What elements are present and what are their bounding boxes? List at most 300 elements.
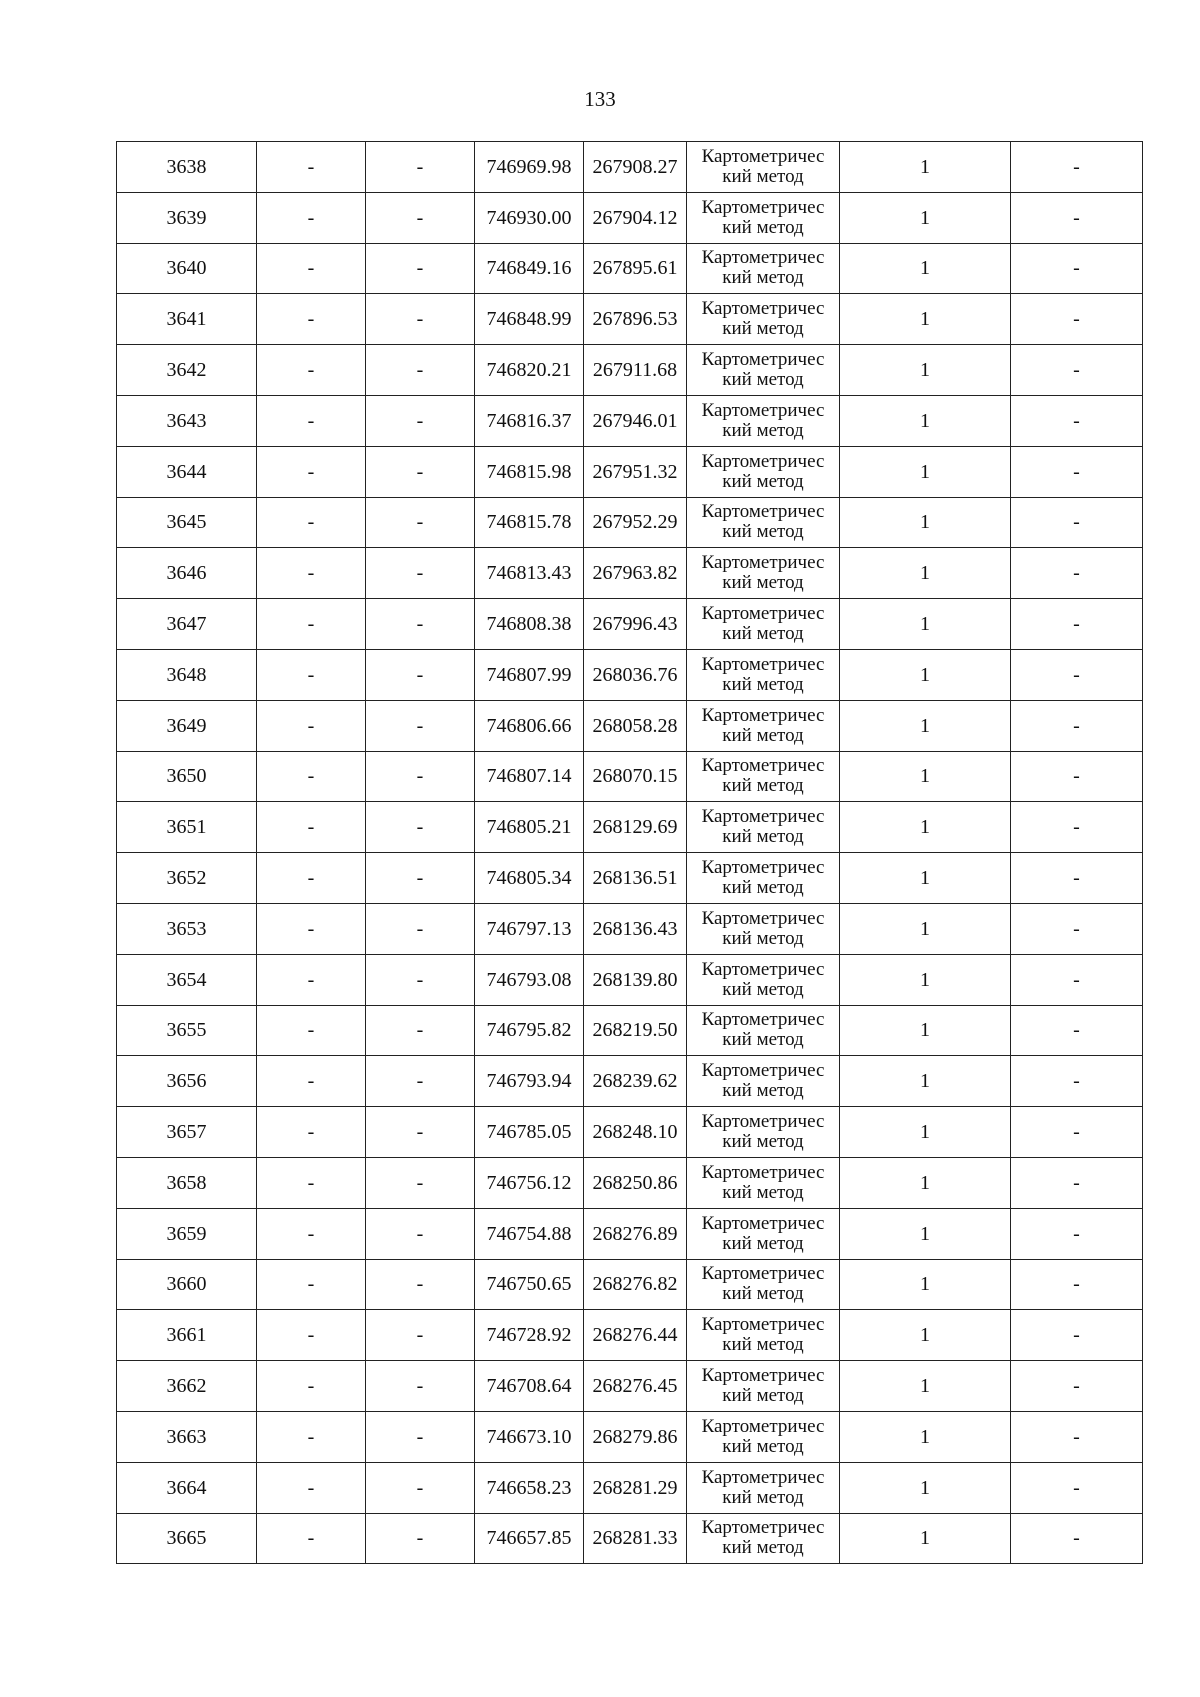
y-coordinate-cell: 268070.15 <box>584 751 687 802</box>
method-cell <box>687 446 840 497</box>
note-cell: - <box>1011 548 1143 599</box>
empty-cell-1: - <box>257 243 366 294</box>
note-cell: - <box>1011 294 1143 345</box>
method-text-line-1: Картометричес <box>701 1111 825 1133</box>
note-cell: - <box>1011 802 1143 853</box>
method-text-line-2: кий метод <box>722 1486 804 1508</box>
empty-cell-1: - <box>257 446 366 497</box>
table-row <box>117 1005 1143 1056</box>
note-cell: - <box>1011 1107 1143 1158</box>
empty-cell-1: - <box>257 700 366 751</box>
method-cell <box>687 1462 840 1513</box>
note-cell: - <box>1011 1157 1143 1208</box>
empty-cell-1: - <box>257 1005 366 1056</box>
y-coordinate-cell: 268129.69 <box>584 802 687 853</box>
method-cell <box>687 954 840 1005</box>
y-coordinate-cell: 268136.43 <box>584 903 687 954</box>
point-number-cell: 3649 <box>117 700 257 751</box>
method-text-line-1: Картометричес <box>701 501 825 523</box>
empty-cell-2: - <box>366 599 475 650</box>
method-cell <box>687 1005 840 1056</box>
empty-cell-1: - <box>257 954 366 1005</box>
precision-cell: 1 <box>840 802 1011 853</box>
empty-cell-1: - <box>257 294 366 345</box>
x-coordinate-cell: 746793.94 <box>475 1056 584 1107</box>
table-row <box>117 1208 1143 1259</box>
point-number-cell: 3653 <box>117 903 257 954</box>
method-cell <box>687 1107 840 1158</box>
empty-cell-2: - <box>366 142 475 193</box>
point-number-cell: 3639 <box>117 192 257 243</box>
empty-cell-1: - <box>257 1208 366 1259</box>
empty-cell-2: - <box>366 1107 475 1158</box>
note-cell: - <box>1011 243 1143 294</box>
precision-cell: 1 <box>840 1259 1011 1310</box>
method-cell <box>687 1157 840 1208</box>
precision-cell: 1 <box>840 243 1011 294</box>
y-coordinate-cell: 268250.86 <box>584 1157 687 1208</box>
method-text-line-2: кий метод <box>722 267 804 289</box>
empty-cell-1: - <box>257 1411 366 1462</box>
method-text-line-1: Картометричес <box>701 1060 825 1082</box>
method-text-line-1: Картометричес <box>701 1009 825 1031</box>
x-coordinate-cell: 746848.99 <box>475 294 584 345</box>
method-text-line-1: Картометричес <box>701 450 825 472</box>
table-row <box>117 1310 1143 1361</box>
method-cell <box>687 1259 840 1310</box>
precision-cell: 1 <box>840 1157 1011 1208</box>
point-number-cell: 3657 <box>117 1107 257 1158</box>
table-row <box>117 192 1143 243</box>
point-number-cell: 3664 <box>117 1462 257 1513</box>
precision-cell: 1 <box>840 1411 1011 1462</box>
precision-cell: 1 <box>840 1056 1011 1107</box>
empty-cell-1: - <box>257 903 366 954</box>
x-coordinate-cell: 746815.78 <box>475 497 584 548</box>
table-row <box>117 853 1143 904</box>
x-coordinate-cell: 746793.08 <box>475 954 584 1005</box>
point-number-cell: 3656 <box>117 1056 257 1107</box>
x-coordinate-cell: 746813.43 <box>475 548 584 599</box>
empty-cell-2: - <box>366 395 475 446</box>
point-number-cell: 3643 <box>117 395 257 446</box>
y-coordinate-cell: 268248.10 <box>584 1107 687 1158</box>
note-cell: - <box>1011 649 1143 700</box>
note-cell: - <box>1011 1310 1143 1361</box>
note-cell: - <box>1011 1462 1143 1513</box>
empty-cell-1: - <box>257 192 366 243</box>
empty-cell-1: - <box>257 1157 366 1208</box>
method-cell <box>687 142 840 193</box>
table-row <box>117 497 1143 548</box>
method-text-line-1: Картометричес <box>701 653 825 675</box>
method-cell <box>687 751 840 802</box>
method-text-line-2: кий метод <box>722 1537 804 1559</box>
method-text-line-2: кий метод <box>722 165 804 187</box>
y-coordinate-cell: 268276.45 <box>584 1361 687 1412</box>
method-text-line-1: Картометричес <box>701 958 825 980</box>
y-coordinate-cell: 268136.51 <box>584 853 687 904</box>
precision-cell: 1 <box>840 1361 1011 1412</box>
empty-cell-2: - <box>366 649 475 700</box>
note-cell: - <box>1011 700 1143 751</box>
point-number-cell: 3655 <box>117 1005 257 1056</box>
method-text-line-2: кий метод <box>722 572 804 594</box>
empty-cell-2: - <box>366 1208 475 1259</box>
method-text-line-2: кий метод <box>722 1029 804 1051</box>
table-row <box>117 1513 1143 1564</box>
empty-cell-2: - <box>366 548 475 599</box>
method-text-line-2: кий метод <box>722 470 804 492</box>
x-coordinate-cell: 746969.98 <box>475 142 584 193</box>
note-cell: - <box>1011 954 1143 1005</box>
note-cell: - <box>1011 142 1143 193</box>
y-coordinate-cell: 267952.29 <box>584 497 687 548</box>
note-cell: - <box>1011 1005 1143 1056</box>
method-text-line-2: кий метод <box>722 826 804 848</box>
method-text-line-2: кий метод <box>722 419 804 441</box>
empty-cell-2: - <box>366 1411 475 1462</box>
method-cell <box>687 1411 840 1462</box>
x-coordinate-cell: 746849.16 <box>475 243 584 294</box>
note-cell: - <box>1011 1513 1143 1564</box>
point-number-cell: 3650 <box>117 751 257 802</box>
table-row <box>117 954 1143 1005</box>
method-cell <box>687 497 840 548</box>
method-text-line-1: Картометричес <box>701 1466 825 1488</box>
x-coordinate-cell: 746815.98 <box>475 446 584 497</box>
y-coordinate-cell: 267908.27 <box>584 142 687 193</box>
precision-cell: 1 <box>840 1107 1011 1158</box>
method-text-line-2: кий метод <box>722 673 804 695</box>
x-coordinate-cell: 746657.85 <box>475 1513 584 1564</box>
coordinates-table <box>116 141 1143 1564</box>
method-text-line-1: Картометричес <box>701 552 825 574</box>
method-cell <box>687 548 840 599</box>
empty-cell-1: - <box>257 1056 366 1107</box>
point-number-cell: 3659 <box>117 1208 257 1259</box>
table-row <box>117 599 1143 650</box>
empty-cell-1: - <box>257 802 366 853</box>
x-coordinate-cell: 746785.05 <box>475 1107 584 1158</box>
method-text-line-1: Картометричес <box>701 806 825 828</box>
method-text-line-1: Картометричес <box>701 145 825 167</box>
y-coordinate-cell: 268219.50 <box>584 1005 687 1056</box>
table-row <box>117 751 1143 802</box>
method-text-line-2: кий метод <box>722 1181 804 1203</box>
table-row <box>117 1361 1143 1412</box>
method-cell <box>687 294 840 345</box>
method-text-line-1: Картометричес <box>701 1314 825 1336</box>
empty-cell-1: - <box>257 497 366 548</box>
method-cell <box>687 1056 840 1107</box>
y-coordinate-cell: 267951.32 <box>584 446 687 497</box>
note-cell: - <box>1011 1056 1143 1107</box>
y-coordinate-cell: 267895.61 <box>584 243 687 294</box>
empty-cell-2: - <box>366 802 475 853</box>
empty-cell-1: - <box>257 395 366 446</box>
method-text-line-1: Картометричес <box>701 1263 825 1285</box>
x-coordinate-cell: 746750.65 <box>475 1259 584 1310</box>
method-text-line-2: кий метод <box>722 927 804 949</box>
x-coordinate-cell: 746708.64 <box>475 1361 584 1412</box>
method-cell <box>687 700 840 751</box>
precision-cell: 1 <box>840 1208 1011 1259</box>
y-coordinate-cell: 268276.82 <box>584 1259 687 1310</box>
empty-cell-2: - <box>366 345 475 396</box>
point-number-cell: 3641 <box>117 294 257 345</box>
table-row <box>117 548 1143 599</box>
point-number-cell: 3651 <box>117 802 257 853</box>
empty-cell-2: - <box>366 751 475 802</box>
table-row <box>117 142 1143 193</box>
empty-cell-1: - <box>257 599 366 650</box>
method-text-line-1: Картометричес <box>701 298 825 320</box>
note-cell: - <box>1011 395 1143 446</box>
precision-cell: 1 <box>840 649 1011 700</box>
method-text-line-2: кий метод <box>722 1131 804 1153</box>
y-coordinate-cell: 267963.82 <box>584 548 687 599</box>
table-row <box>117 1056 1143 1107</box>
method-cell <box>687 1513 840 1564</box>
method-cell <box>687 395 840 446</box>
x-coordinate-cell: 746728.92 <box>475 1310 584 1361</box>
precision-cell: 1 <box>840 1310 1011 1361</box>
table-row <box>117 700 1143 751</box>
method-cell <box>687 649 840 700</box>
x-coordinate-cell: 746806.66 <box>475 700 584 751</box>
method-text-line-1: Картометричес <box>701 349 825 371</box>
precision-cell: 1 <box>840 548 1011 599</box>
y-coordinate-cell: 267996.43 <box>584 599 687 650</box>
precision-cell: 1 <box>840 1005 1011 1056</box>
precision-cell: 1 <box>840 853 1011 904</box>
x-coordinate-cell: 746795.82 <box>475 1005 584 1056</box>
table-body <box>117 142 1143 1564</box>
empty-cell-2: - <box>366 1361 475 1412</box>
table-row <box>117 649 1143 700</box>
x-coordinate-cell: 746807.99 <box>475 649 584 700</box>
empty-cell-2: - <box>366 446 475 497</box>
x-coordinate-cell: 746820.21 <box>475 345 584 396</box>
note-cell: - <box>1011 192 1143 243</box>
table-row <box>117 243 1143 294</box>
point-number-cell: 3645 <box>117 497 257 548</box>
page-number: 133 <box>584 87 616 111</box>
empty-cell-2: - <box>366 1157 475 1208</box>
precision-cell: 1 <box>840 192 1011 243</box>
precision-cell: 1 <box>840 1513 1011 1564</box>
method-cell <box>687 802 840 853</box>
method-text-line-1: Картометричес <box>701 1161 825 1183</box>
y-coordinate-cell: 268139.80 <box>584 954 687 1005</box>
method-cell <box>687 599 840 650</box>
table-row <box>117 1462 1143 1513</box>
table-row <box>117 1411 1143 1462</box>
y-coordinate-cell: 268239.62 <box>584 1056 687 1107</box>
point-number-cell: 3638 <box>117 142 257 193</box>
empty-cell-2: - <box>366 1462 475 1513</box>
x-coordinate-cell: 746754.88 <box>475 1208 584 1259</box>
precision-cell: 1 <box>840 751 1011 802</box>
empty-cell-1: - <box>257 345 366 396</box>
method-text-line-1: Картометричес <box>701 755 825 777</box>
method-text-line-2: кий метод <box>722 1334 804 1356</box>
method-cell <box>687 243 840 294</box>
empty-cell-2: - <box>366 1310 475 1361</box>
precision-cell: 1 <box>840 903 1011 954</box>
empty-cell-2: - <box>366 294 475 345</box>
x-coordinate-cell: 746756.12 <box>475 1157 584 1208</box>
point-number-cell: 3654 <box>117 954 257 1005</box>
y-coordinate-cell: 268058.28 <box>584 700 687 751</box>
x-coordinate-cell: 746807.14 <box>475 751 584 802</box>
note-cell: - <box>1011 1361 1143 1412</box>
y-coordinate-cell: 268279.86 <box>584 1411 687 1462</box>
x-coordinate-cell: 746797.13 <box>475 903 584 954</box>
note-cell: - <box>1011 446 1143 497</box>
precision-cell: 1 <box>840 446 1011 497</box>
precision-cell: 1 <box>840 395 1011 446</box>
empty-cell-1: - <box>257 1513 366 1564</box>
method-text-line-2: кий метод <box>722 623 804 645</box>
empty-cell-2: - <box>366 1005 475 1056</box>
method-text-line-2: кий метод <box>722 877 804 899</box>
method-text-line-2: кий метод <box>722 1232 804 1254</box>
empty-cell-2: - <box>366 1259 475 1310</box>
empty-cell-2: - <box>366 192 475 243</box>
empty-cell-1: - <box>257 1259 366 1310</box>
empty-cell-2: - <box>366 903 475 954</box>
method-text-line-2: кий метод <box>722 521 804 543</box>
method-text-line-2: кий метод <box>722 775 804 797</box>
method-text-line-2: кий метод <box>722 369 804 391</box>
table-row <box>117 1259 1143 1310</box>
method-text-line-2: кий метод <box>722 1435 804 1457</box>
table-row <box>117 345 1143 396</box>
method-text-line-1: Картометричес <box>701 247 825 269</box>
x-coordinate-cell: 746673.10 <box>475 1411 584 1462</box>
note-cell: - <box>1011 751 1143 802</box>
empty-cell-1: - <box>257 142 366 193</box>
table-row <box>117 802 1143 853</box>
precision-cell: 1 <box>840 294 1011 345</box>
table-row <box>117 446 1143 497</box>
y-coordinate-cell: 268276.89 <box>584 1208 687 1259</box>
table-row <box>117 903 1143 954</box>
empty-cell-2: - <box>366 1056 475 1107</box>
method-text-line-1: Картометричес <box>701 1415 825 1437</box>
empty-cell-1: - <box>257 1310 366 1361</box>
empty-cell-1: - <box>257 649 366 700</box>
method-text-line-2: кий метод <box>722 978 804 1000</box>
y-coordinate-cell: 267904.12 <box>584 192 687 243</box>
x-coordinate-cell: 746805.34 <box>475 853 584 904</box>
point-number-cell: 3652 <box>117 853 257 904</box>
point-number-cell: 3640 <box>117 243 257 294</box>
precision-cell: 1 <box>840 954 1011 1005</box>
y-coordinate-cell: 268281.29 <box>584 1462 687 1513</box>
note-cell: - <box>1011 599 1143 650</box>
method-cell <box>687 853 840 904</box>
note-cell: - <box>1011 1259 1143 1310</box>
point-number-cell: 3642 <box>117 345 257 396</box>
precision-cell: 1 <box>840 497 1011 548</box>
table-row <box>117 1157 1143 1208</box>
x-coordinate-cell: 746816.37 <box>475 395 584 446</box>
empty-cell-1: - <box>257 1462 366 1513</box>
empty-cell-1: - <box>257 1107 366 1158</box>
method-text-line-1: Картометричес <box>701 196 825 218</box>
note-cell: - <box>1011 1208 1143 1259</box>
method-text-line-2: кий метод <box>722 318 804 340</box>
method-text-line-2: кий метод <box>722 1385 804 1407</box>
precision-cell: 1 <box>840 700 1011 751</box>
point-number-cell: 3663 <box>117 1411 257 1462</box>
table-row <box>117 395 1143 446</box>
method-text-line-1: Картометричес <box>701 1365 825 1387</box>
method-cell <box>687 903 840 954</box>
method-text-line-1: Картометричес <box>701 1517 825 1539</box>
method-text-line-1: Картометричес <box>701 603 825 625</box>
point-number-cell: 3658 <box>117 1157 257 1208</box>
method-text-line-2: кий метод <box>722 1080 804 1102</box>
method-text-line-2: кий метод <box>722 724 804 746</box>
point-number-cell: 3662 <box>117 1361 257 1412</box>
empty-cell-2: - <box>366 853 475 904</box>
method-text-line-1: Картометричес <box>701 399 825 421</box>
empty-cell-2: - <box>366 954 475 1005</box>
method-cell <box>687 192 840 243</box>
x-coordinate-cell: 746808.38 <box>475 599 584 650</box>
precision-cell: 1 <box>840 345 1011 396</box>
point-number-cell: 3644 <box>117 446 257 497</box>
point-number-cell: 3646 <box>117 548 257 599</box>
method-cell <box>687 1208 840 1259</box>
table-row <box>117 294 1143 345</box>
note-cell: - <box>1011 903 1143 954</box>
point-number-cell: 3648 <box>117 649 257 700</box>
method-text-line-1: Картометричес <box>701 857 825 879</box>
method-text-line-2: кий метод <box>722 216 804 238</box>
y-coordinate-cell: 267896.53 <box>584 294 687 345</box>
x-coordinate-cell: 746805.21 <box>475 802 584 853</box>
point-number-cell: 3647 <box>117 599 257 650</box>
x-coordinate-cell: 746930.00 <box>475 192 584 243</box>
method-text-line-2: кий метод <box>722 1283 804 1305</box>
y-coordinate-cell: 268276.44 <box>584 1310 687 1361</box>
note-cell: - <box>1011 1411 1143 1462</box>
method-cell <box>687 1361 840 1412</box>
point-number-cell: 3661 <box>117 1310 257 1361</box>
empty-cell-2: - <box>366 243 475 294</box>
y-coordinate-cell: 267946.01 <box>584 395 687 446</box>
point-number-cell: 3665 <box>117 1513 257 1564</box>
empty-cell-2: - <box>366 1513 475 1564</box>
precision-cell: 1 <box>840 599 1011 650</box>
empty-cell-1: - <box>257 1361 366 1412</box>
point-number-cell: 3660 <box>117 1259 257 1310</box>
method-cell <box>687 345 840 396</box>
method-text-line-1: Картометричес <box>701 907 825 929</box>
method-text-line-1: Картометричес <box>701 704 825 726</box>
empty-cell-1: - <box>257 548 366 599</box>
note-cell: - <box>1011 853 1143 904</box>
empty-cell-1: - <box>257 853 366 904</box>
y-coordinate-cell: 268281.33 <box>584 1513 687 1564</box>
y-coordinate-cell: 267911.68 <box>584 345 687 396</box>
table-row <box>117 1107 1143 1158</box>
